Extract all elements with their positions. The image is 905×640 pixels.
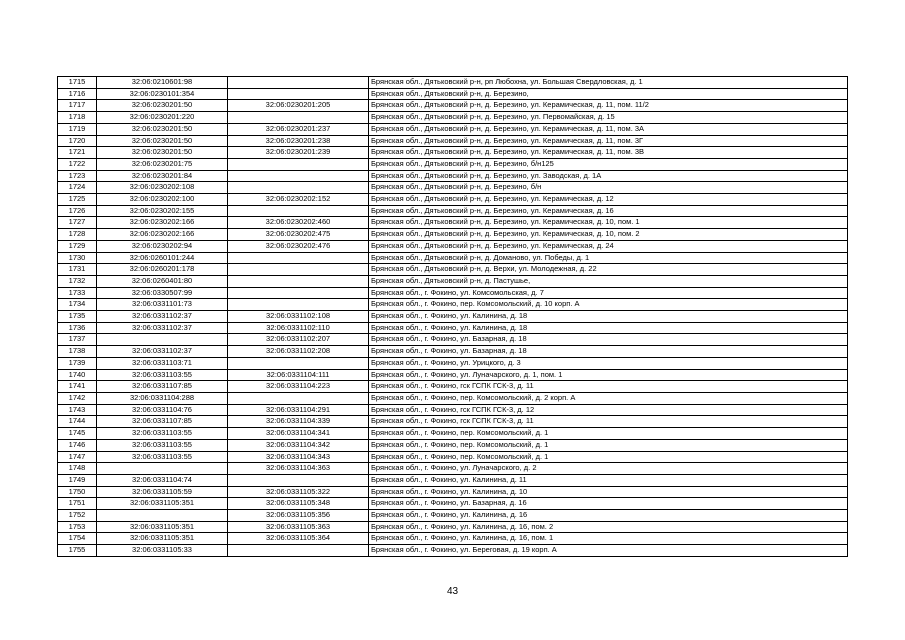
- address-cell: Брянская обл., Дятьковский р-н, д. Березино,: [369, 88, 848, 100]
- inner-cadastral-number-cell: 32:06:0331102:108: [228, 311, 369, 323]
- inner-cadastral-number-cell: [228, 182, 369, 194]
- table-row: [58, 299, 848, 311]
- row-number-cell: 1739: [58, 357, 97, 369]
- address-cell: Брянская обл., Дятьковский р-н, д. Березино, б/н: [369, 182, 848, 194]
- row-number-cell: 1725: [58, 194, 97, 206]
- cadastral-number-cell: 32:06:0331107:85: [97, 381, 228, 393]
- table-row: [58, 334, 848, 346]
- table-row: [58, 217, 848, 229]
- table-row: [58, 100, 848, 112]
- table-row: [58, 229, 848, 241]
- row-number-cell: 1720: [58, 135, 97, 147]
- table-row: [58, 182, 848, 194]
- row-number-cell: 1746: [58, 439, 97, 451]
- table-row: [58, 264, 848, 276]
- address-cell: Брянская обл., Дятьковский р-н, д. Березино, ул. Керамическая, д. 11, пом. 3В: [369, 147, 848, 159]
- cadastral-number-cell: [97, 334, 228, 346]
- inner-cadastral-number-cell: 32:06:0331105:364: [228, 533, 369, 545]
- cadastral-number-cell: 32:06:0230201:50: [97, 100, 228, 112]
- table-row: [58, 77, 848, 89]
- address-cell: Брянская обл., г. Фокино, ул. Базарная, д. 18: [369, 334, 848, 346]
- cadastral-number-cell: 32:06:0331104:74: [97, 474, 228, 486]
- table-row: [58, 498, 848, 510]
- table-row: [58, 88, 848, 100]
- table-row: [58, 369, 848, 381]
- address-cell: Брянская обл., Дятьковский р-н, д. Березино, ул. Керамическая, д. 16: [369, 205, 848, 217]
- cadastral-number-cell: 32:06:0230201:84: [97, 170, 228, 182]
- cadastral-number-cell: 32:06:0331105:351: [97, 533, 228, 545]
- address-cell: Брянская обл., г. Фокино, ул. Калинина, д. 16, пом. 1: [369, 533, 848, 545]
- table-row: [58, 533, 848, 545]
- row-number-cell: 1749: [58, 474, 97, 486]
- address-cell: Брянская обл., Дятьковский р-н, рп Любохна, ул. Большая Свердловская, д. 1: [369, 77, 848, 89]
- row-number-cell: 1728: [58, 229, 97, 241]
- row-number-cell: 1741: [58, 381, 97, 393]
- row-number-cell: 1723: [58, 170, 97, 182]
- cadastral-number-cell: 32:06:0331103:55: [97, 439, 228, 451]
- address-cell: Брянская обл., г. Фокино, ул. Базарная, д. 16: [369, 498, 848, 510]
- address-cell: Брянская обл., г. Фокино, пер. Комсомольский, д. 1: [369, 451, 848, 463]
- row-number-cell: 1751: [58, 498, 97, 510]
- row-number-cell: 1742: [58, 392, 97, 404]
- table-row: [58, 194, 848, 206]
- cadastral-number-cell: 32:06:0230202:155: [97, 205, 228, 217]
- table-row: [58, 474, 848, 486]
- row-number-cell: 1736: [58, 322, 97, 334]
- registry-table-body: [58, 77, 848, 557]
- table-row: [58, 252, 848, 264]
- row-number-cell: 1733: [58, 287, 97, 299]
- inner-cadastral-number-cell: 32:06:0331104:339: [228, 416, 369, 428]
- cadastral-number-cell: 32:06:0230202:108: [97, 182, 228, 194]
- cadastral-number-cell: 32:06:0331102:37: [97, 322, 228, 334]
- address-cell: Брянская обл., Дятьковский р-н, д. Березино, б/н125: [369, 158, 848, 170]
- table-row: [58, 416, 848, 428]
- inner-cadastral-number-cell: [228, 205, 369, 217]
- address-cell: Брянская обл., г. Фокино, пер. Комсомольский, д. 10 корп. А: [369, 299, 848, 311]
- address-cell: Брянская обл., г. Фокино, пер. Комсомольский, д. 1: [369, 428, 848, 440]
- row-number-cell: 1729: [58, 240, 97, 252]
- inner-cadastral-number-cell: 32:06:0331102:110: [228, 322, 369, 334]
- inner-cadastral-number-cell: [228, 474, 369, 486]
- row-number-cell: 1748: [58, 463, 97, 475]
- row-number-cell: 1755: [58, 545, 97, 557]
- row-number-cell: 1731: [58, 264, 97, 276]
- row-number-cell: 1743: [58, 404, 97, 416]
- table-row: [58, 439, 848, 451]
- cadastral-number-cell: 32:06:0331107:85: [97, 416, 228, 428]
- row-number-cell: 1722: [58, 158, 97, 170]
- row-number-cell: 1753: [58, 521, 97, 533]
- table-row: [58, 357, 848, 369]
- inner-cadastral-number-cell: [228, 275, 369, 287]
- address-cell: Брянская обл., г. Фокино, гск ГСПК ГСК-3, д. 11: [369, 381, 848, 393]
- cadastral-number-cell: 32:06:0230201:75: [97, 158, 228, 170]
- cadastral-number-cell: 32:06:0331103:55: [97, 428, 228, 440]
- address-cell: Брянская обл., Дятьковский р-н, д. Березино, ул. Керамическая, д. 10, пом. 2: [369, 229, 848, 241]
- table-row: [58, 486, 848, 498]
- row-number-cell: 1715: [58, 77, 97, 89]
- inner-cadastral-number-cell: 32:06:0331104:223: [228, 381, 369, 393]
- row-number-cell: 1740: [58, 369, 97, 381]
- address-cell: Брянская обл., г. Фокино, ул. Луначарского, д. 2: [369, 463, 848, 475]
- inner-cadastral-number-cell: [228, 357, 369, 369]
- inner-cadastral-number-cell: [228, 287, 369, 299]
- address-cell: Брянская обл., г. Фокино, ул. Калинина, д. 10: [369, 486, 848, 498]
- inner-cadastral-number-cell: [228, 545, 369, 557]
- cadastral-number-cell: 32:06:0331104:76: [97, 404, 228, 416]
- address-cell: Брянская обл., г. Фокино, ул. Луначарского, д. 1, пом. 1: [369, 369, 848, 381]
- address-cell: Брянская обл., г. Фокино, ул. Калинина, д. 18: [369, 322, 848, 334]
- inner-cadastral-number-cell: 32:06:0331102:208: [228, 346, 369, 358]
- cadastral-number-cell: 32:06:0230201:220: [97, 112, 228, 124]
- table-row: [58, 123, 848, 135]
- cadastral-number-cell: 32:06:0331105:351: [97, 498, 228, 510]
- inner-cadastral-number-cell: 32:06:0331105:356: [228, 510, 369, 522]
- address-cell: Брянская обл., Дятьковский р-н, д. Березино, ул. Керамическая, д. 10, пом. 1: [369, 217, 848, 229]
- address-cell: Брянская обл., г. Фокино, гск ГСПК ГСК-3, д. 11: [369, 416, 848, 428]
- cadastral-number-cell: 32:06:0330507:99: [97, 287, 228, 299]
- cadastral-number-cell: 32:06:0331101:73: [97, 299, 228, 311]
- row-number-cell: 1747: [58, 451, 97, 463]
- cadastral-number-cell: 32:06:0331105:33: [97, 545, 228, 557]
- address-cell: Брянская обл., г. Фокино, ул. Калинина, д. 11: [369, 474, 848, 486]
- cadastral-number-cell: 32:06:0210601:98: [97, 77, 228, 89]
- inner-cadastral-number-cell: [228, 88, 369, 100]
- table-row: [58, 112, 848, 124]
- cadastral-number-cell: 32:06:0230202:94: [97, 240, 228, 252]
- table-row: [58, 404, 848, 416]
- table-row: [58, 322, 848, 334]
- inner-cadastral-number-cell: 32:06:0331104:342: [228, 439, 369, 451]
- address-cell: Брянская обл., Дятьковский р-н, д. Верхи, ул. Молодежная, д. 22: [369, 264, 848, 276]
- row-number-cell: 1724: [58, 182, 97, 194]
- address-cell: Брянская обл., Дятьковский р-н, д. Пастушье,: [369, 275, 848, 287]
- table-row: [58, 392, 848, 404]
- row-number-cell: 1734: [58, 299, 97, 311]
- inner-cadastral-number-cell: 32:06:0331102:207: [228, 334, 369, 346]
- row-number-cell: 1732: [58, 275, 97, 287]
- address-cell: Брянская обл., г. Фокино, ул. Береговая, д. 19 корп. А: [369, 545, 848, 557]
- inner-cadastral-number-cell: [228, 170, 369, 182]
- row-number-cell: 1719: [58, 123, 97, 135]
- table-row: [58, 381, 848, 393]
- cadastral-number-cell: 32:06:0230201:50: [97, 147, 228, 159]
- address-cell: Брянская обл., г. Фокино, ул. Калинина, д. 16, пом. 2: [369, 521, 848, 533]
- cadastral-number-cell: 32:06:0260401:80: [97, 275, 228, 287]
- address-cell: Брянская обл., Дятьковский р-н, д. Березино, ул. Заводская, д. 1А: [369, 170, 848, 182]
- address-cell: Брянская обл., Дятьковский р-н, д. Доманово, ул. Победы, д. 1: [369, 252, 848, 264]
- inner-cadastral-number-cell: 32:06:0230201:237: [228, 123, 369, 135]
- table-row: [58, 311, 848, 323]
- address-cell: Брянская обл., Дятьковский р-н, д. Березино, ул. Керамическая, д. 24: [369, 240, 848, 252]
- table-row: [58, 428, 848, 440]
- address-cell: Брянская обл., г. Фокино, ул. Калинина, д. 18: [369, 311, 848, 323]
- address-cell: Брянская обл., г. Фокино, пер. Комсомольский, д. 2 корп. А: [369, 392, 848, 404]
- table-row: [58, 346, 848, 358]
- table-row: [58, 205, 848, 217]
- address-cell: Брянская обл., г. Фокино, гск ГСПК ГСК-3, д. 12: [369, 404, 848, 416]
- table-row: [58, 545, 848, 557]
- inner-cadastral-number-cell: [228, 158, 369, 170]
- cadastral-number-cell: 32:06:0331104:288: [97, 392, 228, 404]
- row-number-cell: 1721: [58, 147, 97, 159]
- cadastral-number-cell: 32:06:0331102:37: [97, 346, 228, 358]
- inner-cadastral-number-cell: 32:06:0331104:291: [228, 404, 369, 416]
- inner-cadastral-number-cell: [228, 299, 369, 311]
- address-cell: Брянская обл., Дятьковский р-н, д. Березино, ул. Керамическая, д. 12: [369, 194, 848, 206]
- table-row: [58, 463, 848, 475]
- address-cell: Брянская обл., г. Фокино, ул. Комсомольская, д. 7: [369, 287, 848, 299]
- inner-cadastral-number-cell: 32:06:0230202:475: [228, 229, 369, 241]
- row-number-cell: 1718: [58, 112, 97, 124]
- inner-cadastral-number-cell: 32:06:0230201:238: [228, 135, 369, 147]
- inner-cadastral-number-cell: [228, 392, 369, 404]
- table-row: [58, 287, 848, 299]
- row-number-cell: 1730: [58, 252, 97, 264]
- row-number-cell: 1754: [58, 533, 97, 545]
- inner-cadastral-number-cell: [228, 77, 369, 89]
- cadastral-number-cell: 32:06:0331103:55: [97, 451, 228, 463]
- address-cell: Брянская обл., Дятьковский р-н, д. Березино, ул. Керамическая, д. 11, пом. 3А: [369, 123, 848, 135]
- inner-cadastral-number-cell: 32:06:0331105:363: [228, 521, 369, 533]
- row-number-cell: 1752: [58, 510, 97, 522]
- registry-table: [57, 76, 848, 557]
- address-cell: Брянская обл., г. Фокино, ул. Базарная, д. 18: [369, 346, 848, 358]
- table-row: [58, 135, 848, 147]
- inner-cadastral-number-cell: 32:06:0230201:239: [228, 147, 369, 159]
- address-cell: Брянская обл., Дятьковский р-н, д. Березино, ул. Керамическая, д. 11, пом. 11/2: [369, 100, 848, 112]
- address-cell: Брянская обл., г. Фокино, ул. Урицкого, д. 3: [369, 357, 848, 369]
- inner-cadastral-number-cell: 32:06:0331104:363: [228, 463, 369, 475]
- table-row: [58, 451, 848, 463]
- inner-cadastral-number-cell: 32:06:0331104:111: [228, 369, 369, 381]
- cadastral-number-cell: [97, 463, 228, 475]
- cadastral-number-cell: 32:06:0331103:55: [97, 369, 228, 381]
- cadastral-number-cell: 32:06:0331102:37: [97, 311, 228, 323]
- cadastral-number-cell: 32:06:0331105:351: [97, 521, 228, 533]
- inner-cadastral-number-cell: 32:06:0230201:205: [228, 100, 369, 112]
- row-number-cell: 1737: [58, 334, 97, 346]
- cadastral-number-cell: 32:06:0230201:50: [97, 123, 228, 135]
- table-row: [58, 147, 848, 159]
- table-row: [58, 521, 848, 533]
- row-number-cell: 1750: [58, 486, 97, 498]
- table-row: [58, 275, 848, 287]
- inner-cadastral-number-cell: [228, 264, 369, 276]
- table-row: [58, 170, 848, 182]
- cadastral-number-cell: 32:06:0230202:100: [97, 194, 228, 206]
- row-number-cell: 1716: [58, 88, 97, 100]
- row-number-cell: 1726: [58, 205, 97, 217]
- address-cell: Брянская обл., г. Фокино, пер. Комсомольский, д. 1: [369, 439, 848, 451]
- table-row: [58, 240, 848, 252]
- inner-cadastral-number-cell: 32:06:0331104:341: [228, 428, 369, 440]
- inner-cadastral-number-cell: [228, 112, 369, 124]
- table-row: [58, 510, 848, 522]
- cadastral-number-cell: 32:06:0230201:50: [97, 135, 228, 147]
- cadastral-number-cell: 32:06:0331105:59: [97, 486, 228, 498]
- row-number-cell: 1735: [58, 311, 97, 323]
- row-number-cell: 1727: [58, 217, 97, 229]
- cadastral-number-cell: 32:06:0260101:244: [97, 252, 228, 264]
- table-row: [58, 158, 848, 170]
- inner-cadastral-number-cell: 32:06:0230202:152: [228, 194, 369, 206]
- address-cell: Брянская обл., г. Фокино, ул. Калинина, д. 16: [369, 510, 848, 522]
- address-cell: Брянская обл., Дятьковский р-н, д. Березино, ул. Керамическая, д. 11, пом. 3Г: [369, 135, 848, 147]
- cadastral-number-cell: 32:06:0230202:166: [97, 229, 228, 241]
- row-number-cell: 1744: [58, 416, 97, 428]
- row-number-cell: 1738: [58, 346, 97, 358]
- inner-cadastral-number-cell: 32:06:0331105:322: [228, 486, 369, 498]
- cadastral-number-cell: [97, 510, 228, 522]
- inner-cadastral-number-cell: [228, 252, 369, 264]
- page-number: 43: [446, 586, 459, 597]
- inner-cadastral-number-cell: 32:06:0230202:460: [228, 217, 369, 229]
- cadastral-number-cell: 32:06:0260201:178: [97, 264, 228, 276]
- cadastral-number-cell: 32:06:0230202:166: [97, 217, 228, 229]
- row-number-cell: 1745: [58, 428, 97, 440]
- inner-cadastral-number-cell: 32:06:0230202:476: [228, 240, 369, 252]
- row-number-cell: 1717: [58, 100, 97, 112]
- address-cell: Брянская обл., Дятьковский р-н, д. Березино, ул. Первомайская, д. 15: [369, 112, 848, 124]
- inner-cadastral-number-cell: 32:06:0331104:343: [228, 451, 369, 463]
- cadastral-number-cell: 32:06:0230101:354: [97, 88, 228, 100]
- cadastral-number-cell: 32:06:0331103:71: [97, 357, 228, 369]
- inner-cadastral-number-cell: 32:06:0331105:348: [228, 498, 369, 510]
